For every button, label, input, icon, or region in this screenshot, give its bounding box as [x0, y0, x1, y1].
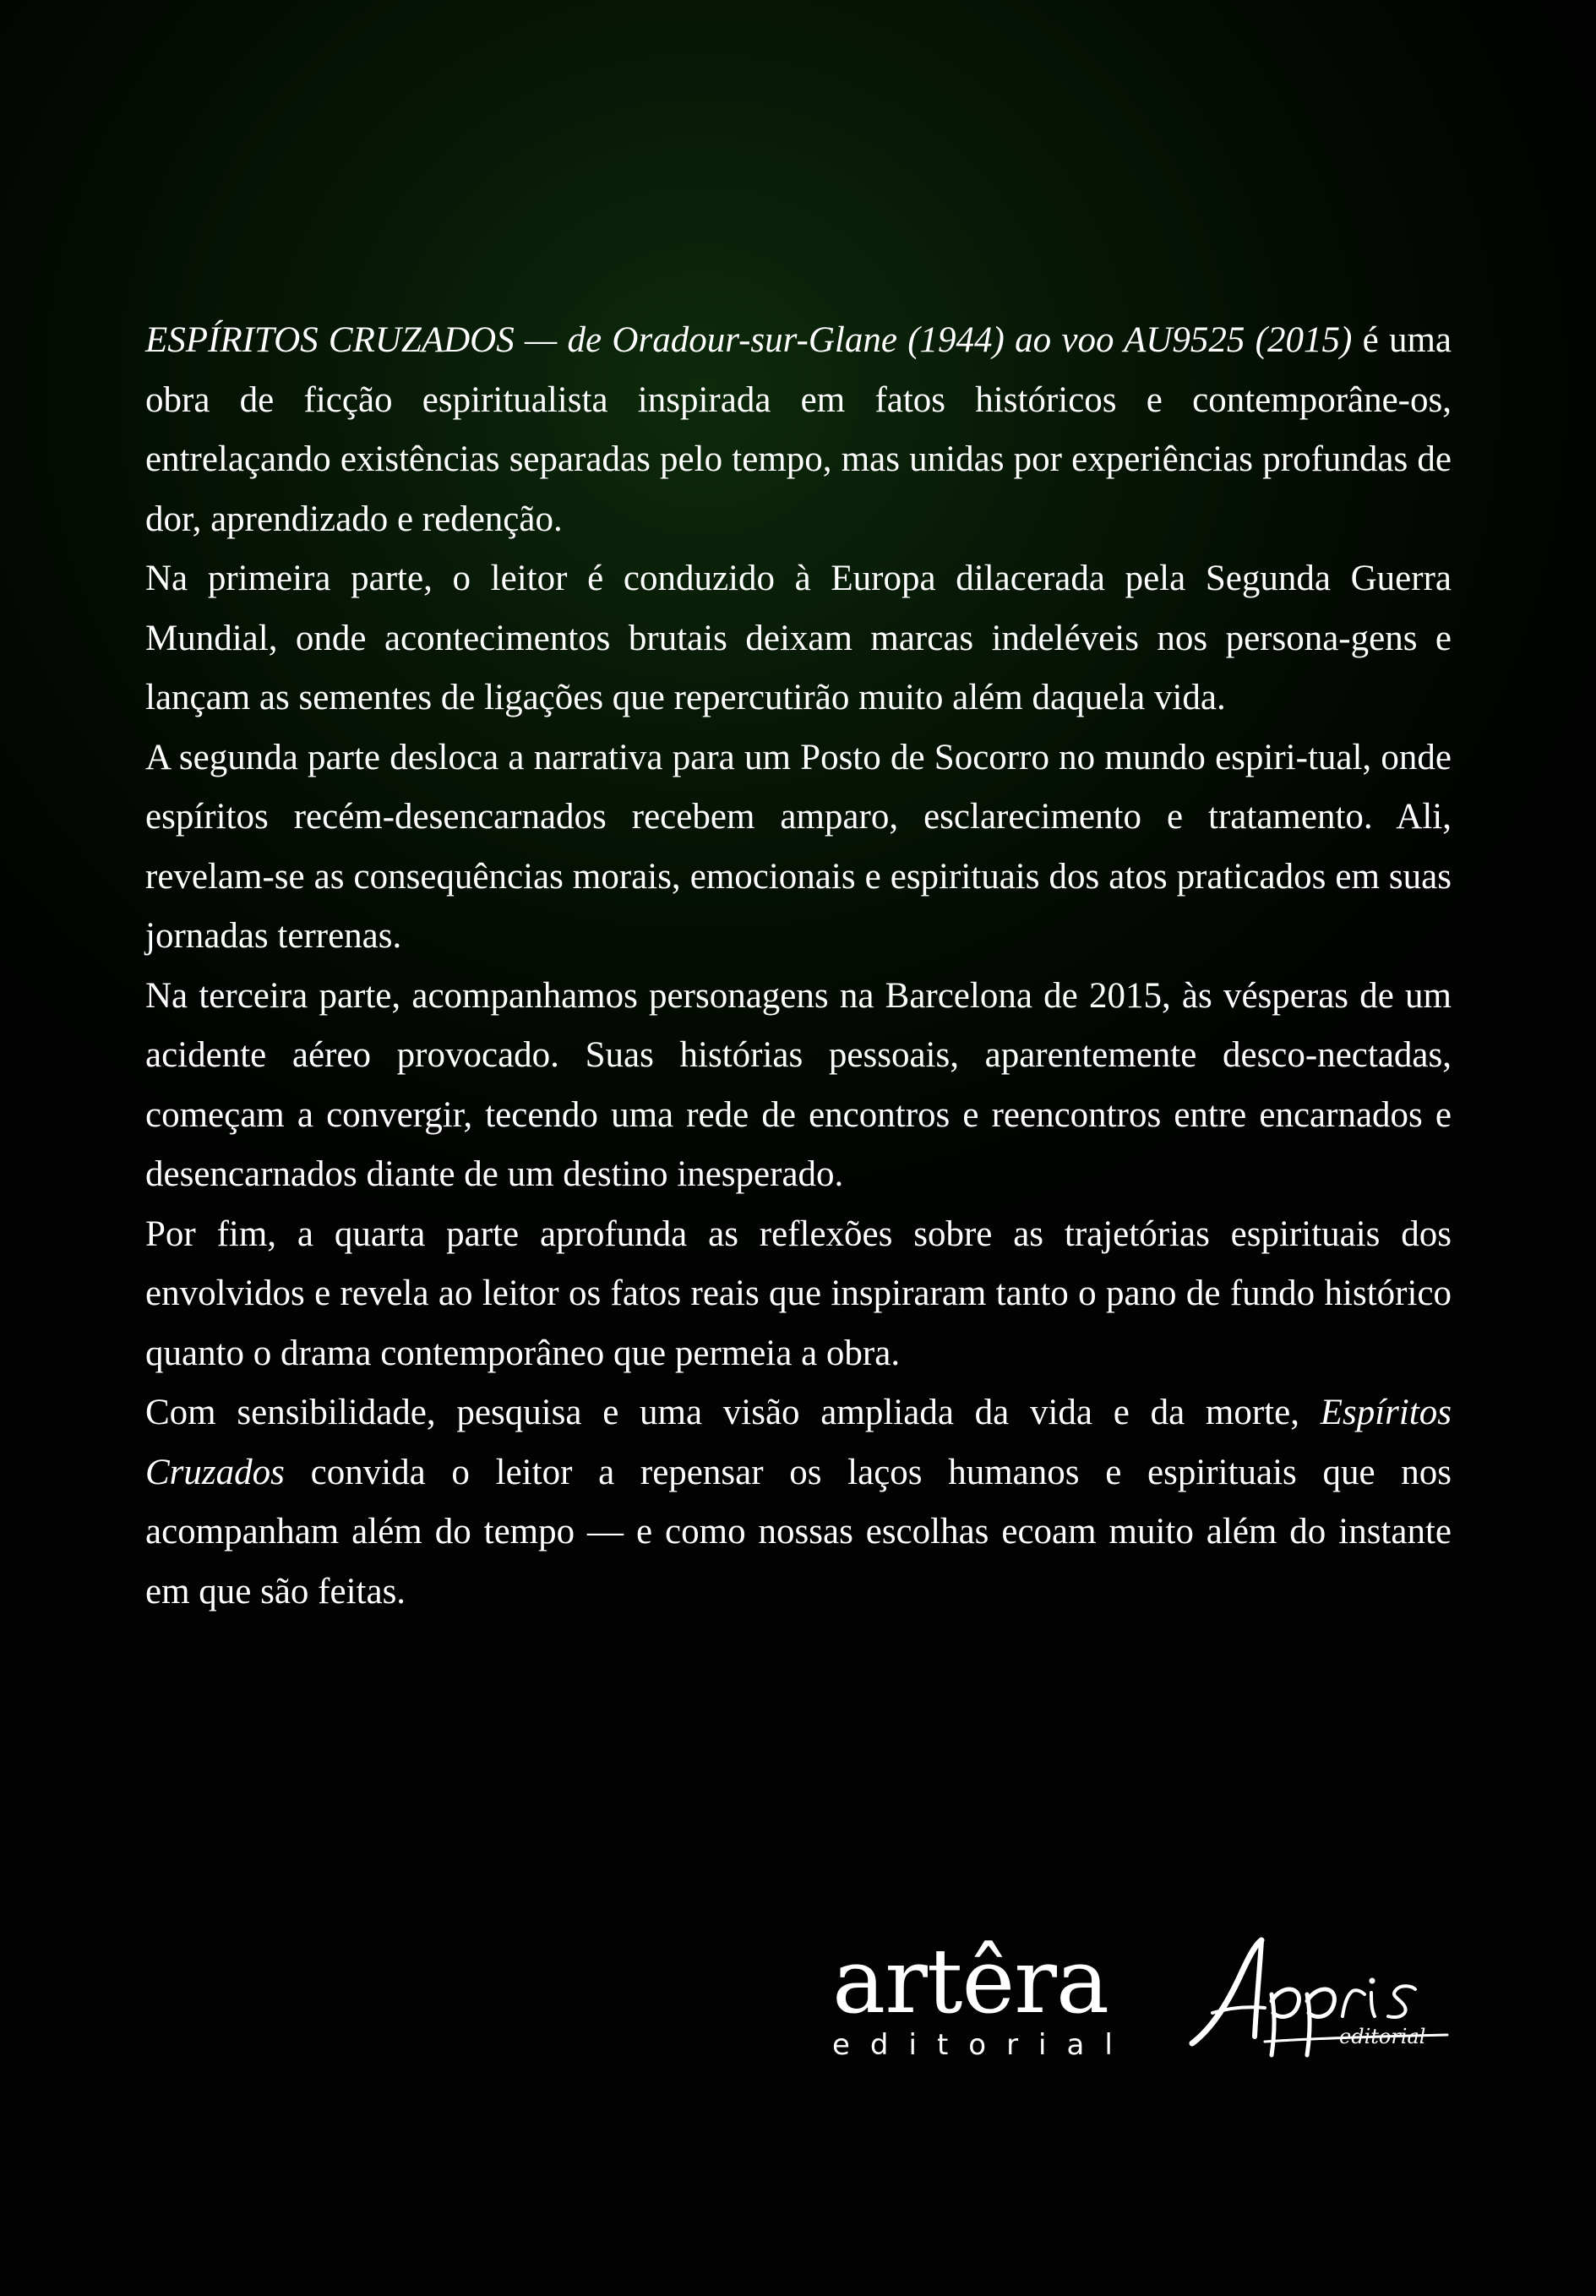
book-title-italic: ESPÍRITOS CRUZADOS — de Oradour-sur-Glane (1944) ao voo AU9525 (2015) [145, 320, 1353, 360]
synopsis-paragraph-6: Com sensibilidade, pesquisa e uma visão ampliada da vida e da morte, Espíritos Cruzados convida o leitor a repensar os laços humanos e espirituais que nos acompanham além do tempo — e como nossas escolhas ecoam muito além do instante em que são feitas. [145, 1393, 1452, 1612]
publisher-logos [832, 1929, 1457, 2096]
appris-logo-subtitle: editorial [1339, 2025, 1426, 2048]
synopsis-paragraph-5: Por fim, a quarta parte aprofunda as reflexões sobre as trajetórias espirituais dos envolvidos e revela ao leitor os fatos reais que inspiraram tanto o pano de fundo histórico quanto o drama contemporâneo que permeia a obra. [145, 1213, 1452, 1373]
synopsis-text [145, 311, 1452, 1622]
book-title-inline: Espíritos Cruzados [145, 1393, 1452, 1492]
artera-logo-name: artêra [832, 1929, 1109, 2033]
synopsis-paragraph-1: ESPÍRITOS CRUZADOS — de Oradour-sur-Glane (1944) ao voo AU9525 (2015) é uma obra de ficção espiritualista inspirada em fatos históricos e contemporâne-os, entrelaçando existências separadas pelo tempo, mas unidas por experiências profundas de dor, aprendizado e redenção. [145, 320, 1452, 539]
synopsis-paragraph-2: Na primeira parte, o leitor é conduzido à Europa dilacerada pela Segunda Guerra Mundial, onde acontecimentos brutais deixam marcas indeléveis nos persona-gens e lançam as sementes de ligações que repercutirão muito além daquela vida. [145, 559, 1452, 717]
appris-logo [1187, 1935, 1457, 2062]
artera-logo [832, 1929, 1136, 2070]
artera-logo-subtitle: editorial [832, 2028, 1133, 2062]
synopsis-paragraph-3: A segunda parte desloca a narrativa para um Posto de Socorro no mundo espiri-tual, onde espíritos recém-desencarnados recebem amparo, esclarecimento e tratamento. Ali, revelam-se as consequências morais, emocionais e espirituais dos atos praticados em suas jornadas terrenas. [145, 737, 1452, 956]
synopsis-paragraph-4: Na terceira parte, acompanhamos personagens na Barcelona de 2015, às vésperas de um acidente aéreo provocado. Suas histórias pessoais, aparentemente desco-nectadas, começam a convergir, tecendo uma rede de encontros e reencontros entre encarnados e desencarnados diante de um destino inesperado. [145, 975, 1452, 1194]
